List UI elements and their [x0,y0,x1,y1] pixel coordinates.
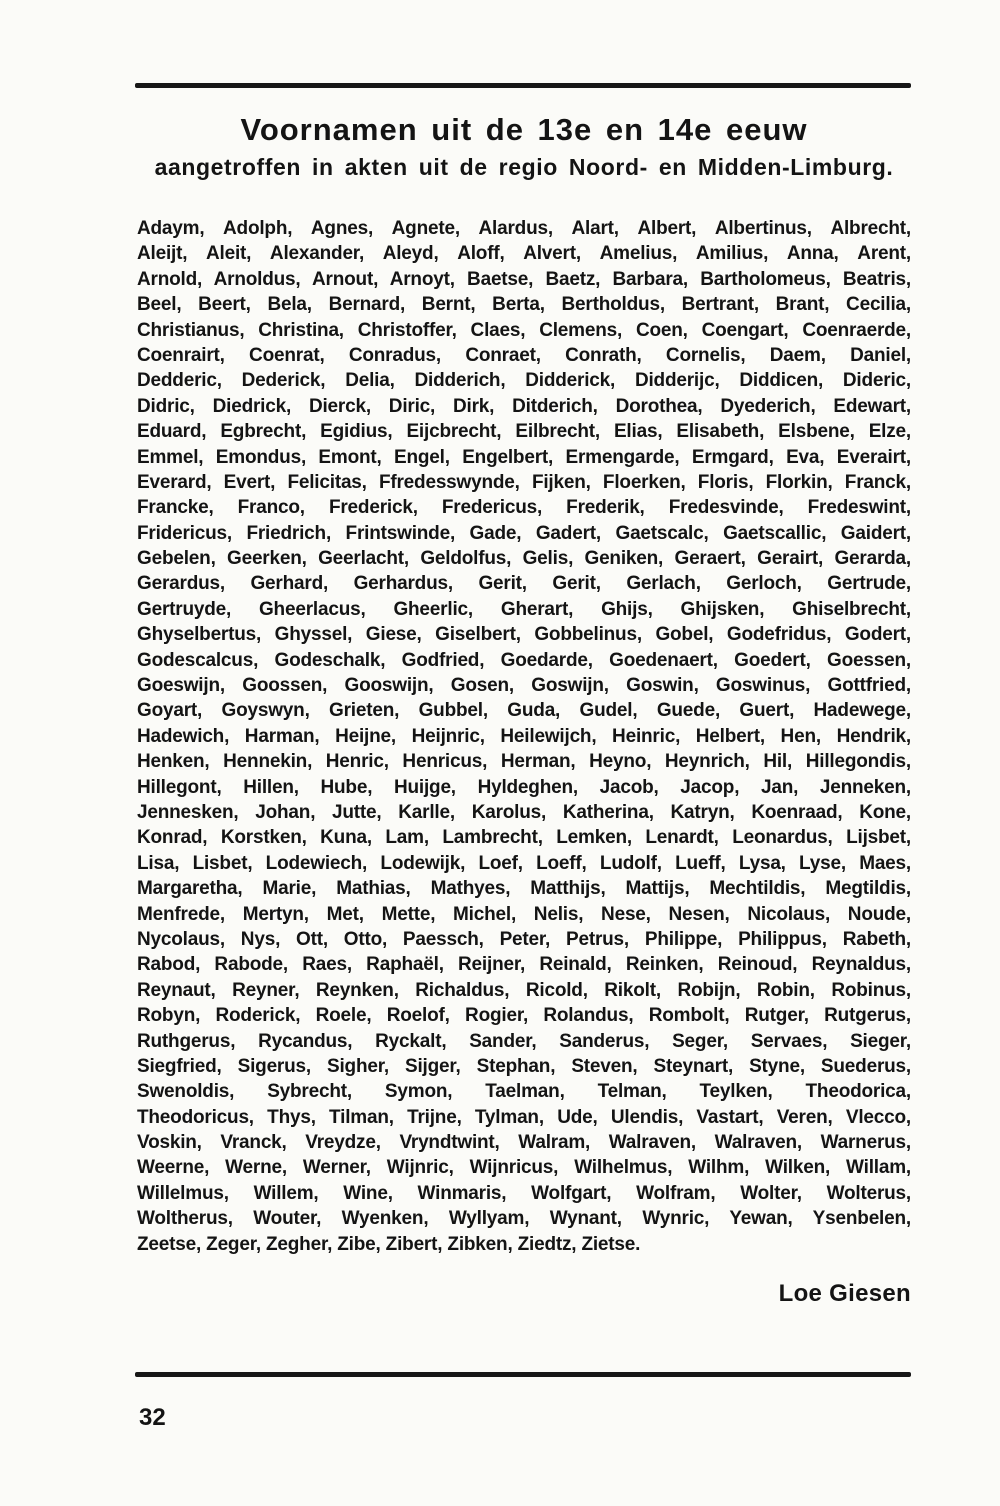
text-line: Coenrairt, Coenrat, Conradus, Conraet, Conrath, Cornelis, Daem, Daniel, [137,344,911,366]
text-line: Willelmus, Willem, Wine, Winmaris, Wolfgart, Wolfram, Wolter, Wolterus, [137,1182,911,1204]
text-line: Lisa, Lisbet, Lodewiech, Lodewijk, Loef, Loeff, Ludolf, Lueff, Lysa, Lyse, Maes, [137,852,911,874]
text-line: Swenoldis, Sybrecht, Symon, Taelman, Telman, Teylken, Theodorica, [137,1081,911,1103]
text-line: Margaretha, Marie, Mathias, Mathyes, Matthijs, Mattijs, Mechtildis, Megtildis, [137,878,911,900]
text-line: Goeswijn, Goossen, Gooswijn, Gosen, Goswijn, Goswin, Goswinus, Gottfried, [137,675,911,697]
text-line: Theodoricus, Thys, Tilman, Trijne, Tylman, Ude, Ulendis, Vastart, Veren, Vlecco, [137,1106,911,1128]
text-line: Henken, Hennekin, Henric, Henricus, Herman, Heyno, Heynrich, Hil, Hillegondis, [137,751,911,773]
top-rule [135,83,911,88]
text-line: Gebelen, Geerken, Geerlacht, Geldolfus, Gelis, Geniken, Geraert, Gerairt, Gerarda, [137,548,911,570]
text-line: Didric, Diedrick, Dierck, Diric, Dirk, Ditderich, Dorothea, Dyederich, Edewart, [137,395,911,417]
name-list [137,216,911,1257]
text-line: Everard, Evert, Felicitas, Ffredesswynde, Fijken, Floerken, Floris, Florkin, Franck, [137,471,911,493]
page-title: Voornamen uit de 13e en 14e eeuw [240,112,808,147]
text-line: Gerardus, Gerhard, Gerhardus, Gerit, Gerit, Gerlach, Gerloch, Gertrude, [137,573,911,595]
text-line: Hillegont, Hillen, Hube, Huijge, Hyldeghen, Jacob, Jacop, Jan, Jenneken, [137,776,911,798]
text-line: Rabod, Rabode, Raes, Raphaël, Reijner, Reinald, Reinken, Reinoud, Reynaldus, [137,954,911,976]
text-line: Godescalcus, Godeschalk, Godfried, Goedarde, Goedenaert, Goedert, Goessen, [137,649,911,671]
text-line: Gertruyde, Gheerlacus, Gheerlic, Gherart, Ghijs, Ghijsken, Ghiselbrecht, [137,598,911,620]
text-line: Konrad, Korstken, Kuna, Lam, Lambrecht, Lemken, Lenardt, Leonardus, Lijsbet, [137,827,911,849]
text-line: Hadewich, Harman, Heijne, Heijnric, Heilewijch, Heinric, Helbert, Hen, Hendrik, [137,725,911,747]
text-line: Jennesken, Johan, Jutte, Karlle, Karolus, Katherina, Katryn, Koenraad, Kone, [137,801,911,823]
text-line: Ruthgerus, Rycandus, Ryckalt, Sander, Sanderus, Seger, Servaes, Sieger, [137,1030,911,1052]
text-line: Francke, Franco, Frederick, Fredericus, Frederik, Fredesvinde, Fredeswint, [137,497,911,519]
text-line: Voskin, Vranck, Vreydze, Vryndtwint, Walram, Walraven, Walraven, Warnerus, [137,1132,911,1154]
text-line: Robyn, Roderick, Roele, Roelof, Rogier, Rolandus, Rombolt, Rutger, Rutgerus, [137,1005,911,1027]
text-line: Zeetse, Zeger, Zegher, Zibe, Zibert, Zibken, Ziedtz, Zietse. [137,1233,641,1255]
text-line: Nycolaus, Nys, Ott, Otto, Paessch, Peter, Petrus, Philippe, Philippus, Rabeth, [137,928,911,950]
bottom-rule [135,1372,911,1377]
text-line: Dedderic, Dederick, Delia, Didderich, Didderick, Didderijc, Diddicen, Dideric, [137,370,911,392]
author-signature: Loe Giesen [778,1280,911,1307]
text-line: Goyart, Goyswyn, Grieten, Gubbel, Guda, Gudel, Guede, Guert, Hadewege, [137,700,911,722]
text-line: Adaym, Adolph, Agnes, Agnete, Alardus, Alart, Albert, Albertinus, Albrecht, [137,218,911,239]
page-subtitle: aangetroffen in akten uit de regio Noord- en Midden-Limburg. [154,154,894,180]
text-line: Emmel, Emondus, Emont, Engel, Engelbert, Ermengarde, Ermgard, Eva, Everairt, [137,446,911,468]
text-line: Woltherus, Wouter, Wyenken, Wyllyam, Wynant, Wynric, Yewan, Ysenbelen, [137,1208,911,1230]
text-line: Christianus, Christina, Christoffer, Claes, Clemens, Coen, Coengart, Coenraerde, [137,319,911,341]
text-line: Ghyselbertus, Ghyssel, Giese, Giselbert, Gobbelinus, Gobel, Godefridus, Godert, [137,624,911,646]
text-line: Menfrede, Mertyn, Met, Mette, Michel, Nelis, Nese, Nesen, Nicolaus, Noude, [137,903,911,925]
text-line: Eduard, Egbrecht, Egidius, Eijcbrecht, Eilbrecht, Elias, Elisabeth, Elsbene, Elze, [137,421,911,443]
page-number: 32 [139,1404,166,1431]
text-line: Fridericus, Friedrich, Frintswinde, Gade, Gadert, Gaetscalc, Gaetscallic, Gaidert, [137,522,911,544]
text-line: Arnold, Arnoldus, Arnout, Arnoyt, Baetse, Baetz, Barbara, Bartholomeus, Beatris, [137,268,911,290]
text-line: Beel, Beert, Bela, Bernard, Bernt, Berta, Bertholdus, Bertrant, Brant, Cecilia, [137,294,911,316]
text-line: Siegfried, Sigerus, Sigher, Sijger, Stephan, Steven, Steynart, Styne, Suederus, [137,1055,911,1077]
text-line: Reynaut, Reyner, Reynken, Richaldus, Ricold, Rikolt, Robijn, Robin, Robinus, [137,979,911,1001]
text-line: Weerne, Werne, Werner, Wijnric, Wijnricus, Wilhelmus, Wilhm, Wilken, Willam, [137,1157,911,1179]
text-line: Aleijt, Aleit, Alexander, Aleyd, Aloff, Alvert, Amelius, Amilius, Anna, Arent, [137,243,911,265]
